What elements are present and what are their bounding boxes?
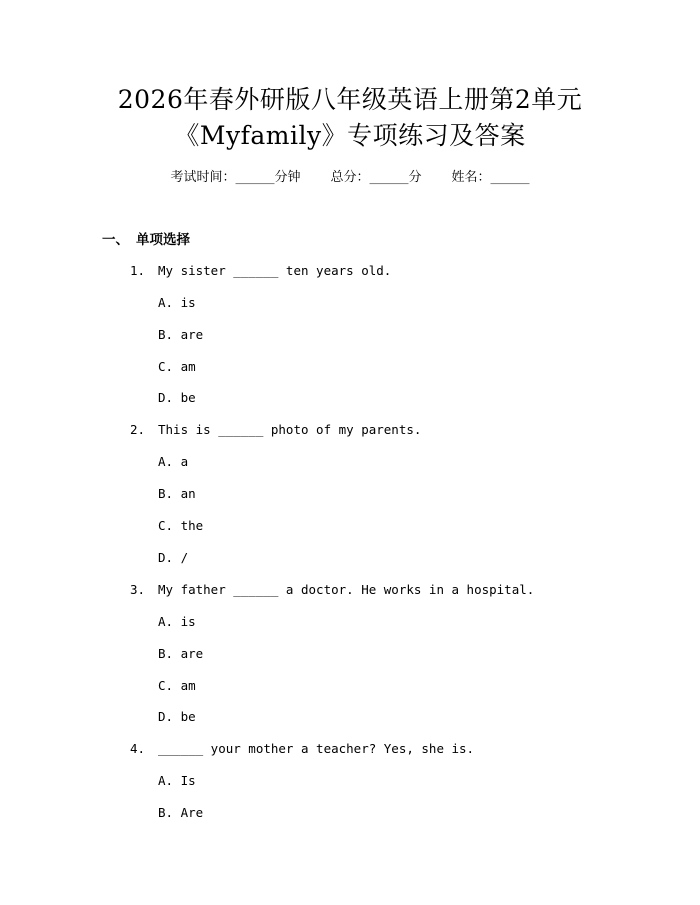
option-2a: A. a (158, 454, 189, 469)
question-text: This is ______ photo of my parents. (158, 422, 422, 437)
question-number: 4. (130, 741, 146, 756)
question-1 (130, 261, 391, 281)
option-2c: C. the (158, 518, 204, 533)
total-score-label: 总分：______分 (330, 170, 422, 185)
question-text: My sister ______ ten years old. (158, 263, 392, 278)
option-4b: B. Are (158, 805, 204, 820)
option-3d: D. be (158, 709, 196, 724)
option-1a: A. is (158, 295, 196, 310)
option-2b: B. an (158, 486, 196, 501)
question-4 (130, 739, 474, 759)
section-number: 一、 (102, 232, 129, 248)
question-3 (130, 580, 534, 600)
option-4a: A. Is (158, 773, 196, 788)
exam-info (0, 168, 700, 188)
option-1d: D. be (158, 390, 196, 405)
option-3a: A. is (158, 614, 196, 629)
option-1c: C. am (158, 359, 196, 374)
exam-time-label: 考试时间：______分钟 (170, 170, 301, 185)
question-text: ______ your mother a teacher? Yes, she is. (158, 741, 475, 756)
document-title-line1: 2026年春外研版八年级英语上册第2单元 (117, 85, 583, 114)
section-heading (102, 230, 190, 250)
question-number: 2. (130, 422, 146, 437)
question-number: 3. (130, 582, 146, 597)
option-2d: D. / (158, 550, 189, 565)
question-number: 1. (130, 263, 146, 278)
question-text: My father ______ a doctor. He works in a hospital. (158, 582, 535, 597)
option-3c: C. am (158, 678, 196, 693)
document-title-line2: 《Myfamily》专项练习及答案 (174, 121, 526, 150)
name-label: 姓名：______ (451, 170, 530, 185)
question-2 (130, 420, 421, 440)
section-title: 单项选择 (136, 232, 190, 248)
option-3b: B. are (158, 646, 204, 661)
option-1b: B. are (158, 327, 204, 342)
